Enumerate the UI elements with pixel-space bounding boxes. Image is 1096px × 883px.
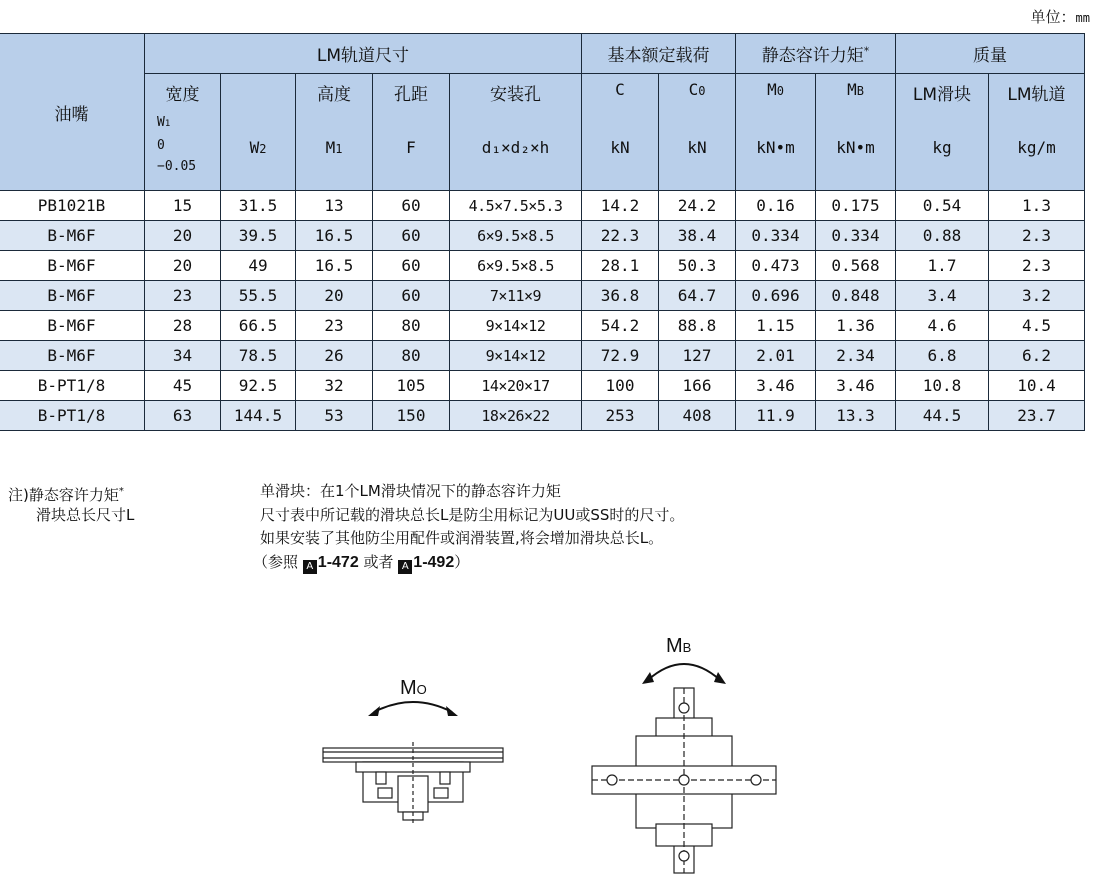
cell-mount-hole: 6×9.5×8.5 <box>450 251 582 281</box>
mass-header: 质量 <box>896 34 1085 74</box>
cell-grease-nipple: B-PT1/8 <box>0 371 145 401</box>
cell-pitch-f: 80 <box>373 311 450 341</box>
reference-icon: A <box>398 560 412 574</box>
cell-mass-rail: 2.3 <box>989 251 1085 281</box>
note-line-3: 如果安装了其他防尘用配件或润滑装置,将会增加滑块总长L。 <box>260 529 664 547</box>
cell-mass-block: 0.88 <box>896 221 989 251</box>
mb-arrowhead-right <box>714 672 726 684</box>
cell-moment-mb: 3.46 <box>816 371 896 401</box>
cell-width-w2: 31.5 <box>221 191 296 221</box>
cell-width-w2: 49 <box>221 251 296 281</box>
cell-height-m1: 53 <box>296 401 373 431</box>
cell-load-c: 22.3 <box>582 221 659 251</box>
cell-height-m1: 16.5 <box>296 221 373 251</box>
width-header: 宽度 W1 0 −0.05 <box>145 74 221 191</box>
cell-mount-hole: 4.5×7.5×5.3 <box>450 191 582 221</box>
cell-grease-nipple: B-M6F <box>0 221 145 251</box>
cell-mass-block: 1.7 <box>896 251 989 281</box>
cell-moment-m0: 1.15 <box>736 311 816 341</box>
cell-moment-mb: 1.36 <box>816 311 896 341</box>
w2-header: W2 <box>221 74 296 191</box>
mo-label: MO <box>400 677 427 699</box>
mo-arrowhead-left <box>368 706 380 716</box>
cell-pitch-f: 60 <box>373 221 450 251</box>
cell-width-w2: 92.5 <box>221 371 296 401</box>
rail-dims-header: LM轨道尺寸 <box>145 34 582 74</box>
unit-label: 单位：mm <box>1030 8 1090 26</box>
cell-load-c: 54.2 <box>582 311 659 341</box>
cell-mass-block: 4.6 <box>896 311 989 341</box>
mb-moment-diagram <box>586 628 786 878</box>
cell-pitch-f: 60 <box>373 191 450 221</box>
note-reference: （参照 A 1-472 或者 A 1-492） <box>253 552 470 572</box>
cell-width-w1: 45 <box>145 371 221 401</box>
cell-load-c0: 408 <box>659 401 736 431</box>
m0-header: M0 kN•m <box>736 74 816 191</box>
c-header: C kN <box>582 74 659 191</box>
end-seal <box>378 788 392 798</box>
table-row <box>0 401 1085 431</box>
note-label-moment: 注)静态容许力矩* <box>8 486 124 504</box>
height-header: 高度 M1 <box>296 74 373 191</box>
block-mass-header: LM滑块 kg <box>896 74 989 191</box>
bolt-hole <box>679 703 689 713</box>
table-row <box>0 371 1085 401</box>
cell-moment-mb: 0.568 <box>816 251 896 281</box>
note-line-2: 尺寸表中所记载的滑块总长L是防尘用标记为UU或SS时的尺寸。 <box>260 505 685 524</box>
cell-load-c0: 50.3 <box>659 251 736 281</box>
cell-mass-block: 0.54 <box>896 191 989 221</box>
c0-header: C0 kN <box>659 74 736 191</box>
grease-nipple-header: 油嘴 <box>0 34 145 191</box>
bolt-hole <box>751 775 761 785</box>
cell-height-m1: 32 <box>296 371 373 401</box>
mb-header: MB kN•m <box>816 74 896 191</box>
cell-moment-mb: 0.175 <box>816 191 896 221</box>
note-label-length: 滑块总长尺寸L <box>36 505 135 524</box>
cell-width-w1: 20 <box>145 221 221 251</box>
cell-mount-hole: 9×14×12 <box>450 341 582 371</box>
cell-mount-hole: 18×26×22 <box>450 401 582 431</box>
cell-pitch-f: 80 <box>373 341 450 371</box>
table-row <box>0 341 1085 371</box>
mo-moment-diagram <box>318 668 508 828</box>
block-front-view <box>323 742 503 824</box>
cell-width-w2: 55.5 <box>221 281 296 311</box>
cell-load-c: 253 <box>582 401 659 431</box>
static-moment-header: 静态容许力矩* <box>736 34 896 74</box>
table-row <box>0 281 1085 311</box>
cell-load-c: 36.8 <box>582 281 659 311</box>
cell-load-c0: 88.8 <box>659 311 736 341</box>
reference-icon: A <box>303 560 317 574</box>
note-line-1: 单滑块：在1个LM滑块情况下的静态容许力矩 <box>260 482 561 500</box>
cell-load-c0: 64.7 <box>659 281 736 311</box>
cell-pitch-f: 60 <box>373 251 450 281</box>
bolt <box>376 772 386 784</box>
rated-load-header: 基本额定载荷 <box>582 34 736 74</box>
cell-mount-hole: 7×11×9 <box>450 281 582 311</box>
cell-width-w2: 78.5 <box>221 341 296 371</box>
rail-mass-header: LM轨道 kg/m <box>989 74 1085 191</box>
cell-mass-rail: 1.3 <box>989 191 1085 221</box>
cell-moment-m0: 0.16 <box>736 191 816 221</box>
bolt-hole <box>679 851 689 861</box>
cell-pitch-f: 105 <box>373 371 450 401</box>
cell-moment-m0: 0.473 <box>736 251 816 281</box>
cell-width-w2: 39.5 <box>221 221 296 251</box>
cell-moment-mb: 13.3 <box>816 401 896 431</box>
block-top-view <box>592 688 776 873</box>
mb-label: MB <box>666 635 692 657</box>
mb-arrow-arc <box>648 664 720 680</box>
cell-height-m1: 20 <box>296 281 373 311</box>
cell-pitch-f: 60 <box>373 281 450 311</box>
cell-height-m1: 26 <box>296 341 373 371</box>
cell-height-m1: 13 <box>296 191 373 221</box>
spec-table <box>0 33 1085 431</box>
cell-width-w1: 20 <box>145 251 221 281</box>
cell-mass-rail: 10.4 <box>989 371 1085 401</box>
bolt-hole <box>679 775 689 785</box>
cell-load-c0: 166 <box>659 371 736 401</box>
cell-moment-mb: 2.34 <box>816 341 896 371</box>
cell-load-c: 100 <box>582 371 659 401</box>
cell-width-w2: 66.5 <box>221 311 296 341</box>
cell-moment-mb: 0.848 <box>816 281 896 311</box>
reference-link-1[interactable]: 1-472 <box>317 553 359 571</box>
cell-moment-m0: 0.696 <box>736 281 816 311</box>
cell-mass-rail: 3.2 <box>989 281 1085 311</box>
end-seal <box>434 788 448 798</box>
cell-load-c: 14.2 <box>582 191 659 221</box>
cell-mass-block: 3.4 <box>896 281 989 311</box>
cell-moment-m0: 11.9 <box>736 401 816 431</box>
cell-mount-hole: 6×9.5×8.5 <box>450 221 582 251</box>
cell-width-w1: 15 <box>145 191 221 221</box>
cell-width-w1: 63 <box>145 401 221 431</box>
cell-mass-rail: 23.7 <box>989 401 1085 431</box>
cell-load-c0: 38.4 <box>659 221 736 251</box>
cell-moment-m0: 0.334 <box>736 221 816 251</box>
table-row <box>0 251 1085 281</box>
cell-grease-nipple: B-PT1/8 <box>0 401 145 431</box>
bolt <box>440 772 450 784</box>
cell-mass-block: 44.5 <box>896 401 989 431</box>
cell-width-w1: 34 <box>145 341 221 371</box>
table-row <box>0 221 1085 251</box>
cell-height-m1: 23 <box>296 311 373 341</box>
cell-pitch-f: 150 <box>373 401 450 431</box>
cell-load-c: 72.9 <box>582 341 659 371</box>
mo-arrow-arc <box>374 702 452 712</box>
cell-width-w1: 28 <box>145 311 221 341</box>
cell-mass-block: 10.8 <box>896 371 989 401</box>
table-body <box>0 191 1085 431</box>
pitch-header: 孔距 F <box>373 74 450 191</box>
cell-grease-nipple: B-M6F <box>0 281 145 311</box>
table-row <box>0 311 1085 341</box>
table-row <box>0 191 1085 221</box>
mo-arrowhead-right <box>446 706 458 716</box>
cell-grease-nipple: B-M6F <box>0 251 145 281</box>
cell-width-w1: 23 <box>145 281 221 311</box>
cell-mass-rail: 4.5 <box>989 311 1085 341</box>
cell-load-c0: 127 <box>659 341 736 371</box>
reference-link-2[interactable]: 1-492 <box>413 553 455 571</box>
cell-moment-m0: 3.46 <box>736 371 816 401</box>
mount-hole-header: 安装孔 d₁×d₂×h <box>450 74 582 191</box>
cell-grease-nipple: B-M6F <box>0 341 145 371</box>
cell-mass-rail: 2.3 <box>989 221 1085 251</box>
bolt-hole <box>607 775 617 785</box>
cell-load-c0: 24.2 <box>659 191 736 221</box>
cell-mass-rail: 6.2 <box>989 341 1085 371</box>
cell-mount-hole: 9×14×12 <box>450 311 582 341</box>
cell-mount-hole: 14×20×17 <box>450 371 582 401</box>
cell-load-c: 28.1 <box>582 251 659 281</box>
cell-width-w2: 144.5 <box>221 401 296 431</box>
cell-mass-block: 6.8 <box>896 341 989 371</box>
cell-grease-nipple: B-M6F <box>0 311 145 341</box>
cell-moment-m0: 2.01 <box>736 341 816 371</box>
cell-moment-mb: 0.334 <box>816 221 896 251</box>
cell-grease-nipple: PB1021B <box>0 191 145 221</box>
cell-height-m1: 16.5 <box>296 251 373 281</box>
mb-arrowhead-left <box>642 672 654 684</box>
